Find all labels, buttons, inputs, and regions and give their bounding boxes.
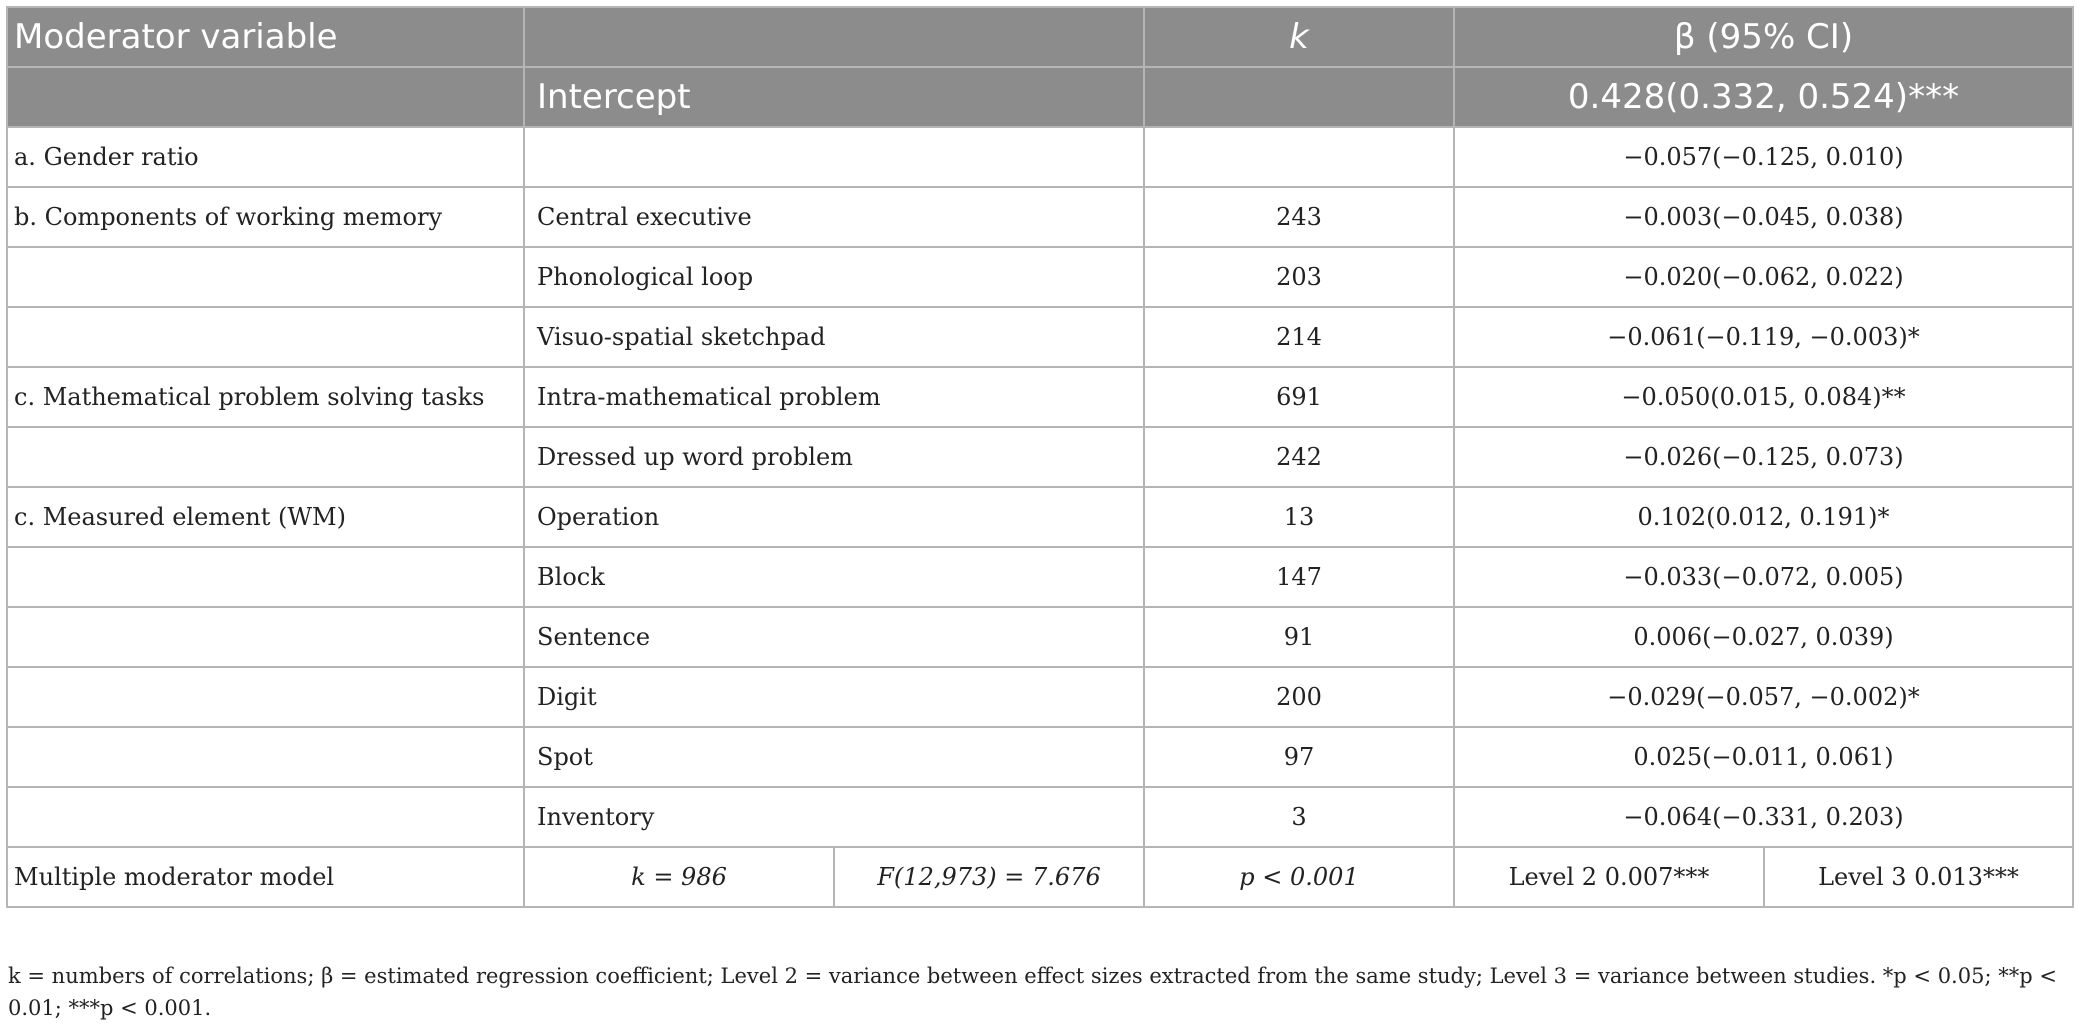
model-level2-variance: Level 2 0.007*** — [1454, 847, 1764, 907]
beta-cell: −0.057(−0.125, 0.010) — [1454, 127, 2073, 187]
beta-cell: −0.050(0.015, 0.084)** — [1454, 367, 2073, 427]
k-cell: 97 — [1144, 727, 1454, 787]
moderator-table — [6, 6, 2074, 908]
moderator-group-cell — [7, 247, 524, 307]
moderator-level-cell: Inventory — [524, 787, 1144, 847]
k-cell: 13 — [1144, 487, 1454, 547]
moderator-level-cell: Central executive — [524, 187, 1144, 247]
model-level3-variance: Level 3 0.013*** — [1764, 847, 2073, 907]
moderator-level-cell: Phonological loop — [524, 247, 1144, 307]
table-row — [7, 547, 2073, 607]
moderator-level-cell: Block — [524, 547, 1144, 607]
blank-header-cell — [524, 7, 1144, 67]
moderator-level-cell: Visuo-spatial sketchpad — [524, 307, 1144, 367]
beta-cell: −0.029(−0.057, −0.002)* — [1454, 667, 2073, 727]
k-cell: 242 — [1144, 427, 1454, 487]
beta-cell: 0.102(0.012, 0.191)* — [1454, 487, 2073, 547]
model-summary-row — [7, 847, 2073, 907]
table-row — [7, 487, 2073, 547]
moderator-group-cell: c. Mathematical problem solving tasks — [7, 367, 524, 427]
k-cell: 203 — [1144, 247, 1454, 307]
k-cell: 691 — [1144, 367, 1454, 427]
beta-cell: −0.020(−0.062, 0.022) — [1454, 247, 2073, 307]
moderator-level-cell: Digit — [524, 667, 1144, 727]
moderator-level-cell: Operation — [524, 487, 1144, 547]
moderator-group-cell — [7, 607, 524, 667]
moderator-level-cell: Intra-mathematical problem — [524, 367, 1144, 427]
k-cell: 147 — [1144, 547, 1454, 607]
moderator-group-cell — [7, 307, 524, 367]
moderator-group-cell — [7, 787, 524, 847]
k-cell: 200 — [1144, 667, 1454, 727]
table-row — [7, 427, 2073, 487]
model-p-value: p < 0.001 — [1144, 847, 1454, 907]
moderator-group-cell — [7, 727, 524, 787]
beta-cell: −0.026(−0.125, 0.073) — [1454, 427, 2073, 487]
model-f-statistic: F(12,973) = 7.676 — [834, 847, 1144, 907]
moderator-group-cell: a. Gender ratio — [7, 127, 524, 187]
beta-cell: −0.061(−0.119, −0.003)* — [1454, 307, 2073, 367]
header-row — [7, 7, 2073, 67]
k-cell: 243 — [1144, 187, 1454, 247]
k-cell: 3 — [1144, 787, 1454, 847]
moderator-group-cell: b. Components of working memory — [7, 187, 524, 247]
intercept-k-cell — [1144, 67, 1454, 127]
intercept-row — [7, 67, 2073, 127]
table-row — [7, 187, 2073, 247]
beta-cell: −0.033(−0.072, 0.005) — [1454, 547, 2073, 607]
table-row — [7, 667, 2073, 727]
table-row — [7, 727, 2073, 787]
table-row — [7, 787, 2073, 847]
moderator-group-cell — [7, 427, 524, 487]
moderator-level-cell: Spot — [524, 727, 1144, 787]
intercept-blank-cell — [7, 67, 524, 127]
table-footnote: k = numbers of correlations; β = estimated regression coefficient; Level 2 = variance between effect sizes extracted from the same study; Level 3 = variance between studies. *p < 0.05; **p < 0.01; ***p < 0.001. — [8, 964, 2057, 1020]
model-label: Multiple moderator model — [7, 847, 524, 907]
moderator-group-cell — [7, 547, 524, 607]
moderator-group-cell — [7, 667, 524, 727]
beta-cell: 0.025(−0.011, 0.061) — [1454, 727, 2073, 787]
intercept-label: Intercept — [524, 67, 1144, 127]
table-row — [7, 607, 2073, 667]
k-cell: 214 — [1144, 307, 1454, 367]
beta-cell: 0.006(−0.027, 0.039) — [1454, 607, 2073, 667]
beta-cell: −0.003(−0.045, 0.038) — [1454, 187, 2073, 247]
beta-ci-header: β (95% CI) — [1454, 7, 2073, 67]
k-cell: 91 — [1144, 607, 1454, 667]
moderator-level-cell: Dressed up word problem — [524, 427, 1144, 487]
moderator-group-cell: c. Measured element (WM) — [7, 487, 524, 547]
k-cell — [1144, 127, 1454, 187]
k-header: k — [1144, 7, 1454, 67]
intercept-value: 0.428(0.332, 0.524)*** — [1454, 67, 2073, 127]
table-row — [7, 127, 2073, 187]
beta-cell: −0.064(−0.331, 0.203) — [1454, 787, 2073, 847]
moderator-level-cell: Sentence — [524, 607, 1144, 667]
table-row — [7, 307, 2073, 367]
moderator-variable-header: Moderator variable — [7, 7, 524, 67]
table-row — [7, 247, 2073, 307]
moderator-level-cell — [524, 127, 1144, 187]
model-k-value: k = 986 — [524, 847, 834, 907]
table-row — [7, 367, 2073, 427]
